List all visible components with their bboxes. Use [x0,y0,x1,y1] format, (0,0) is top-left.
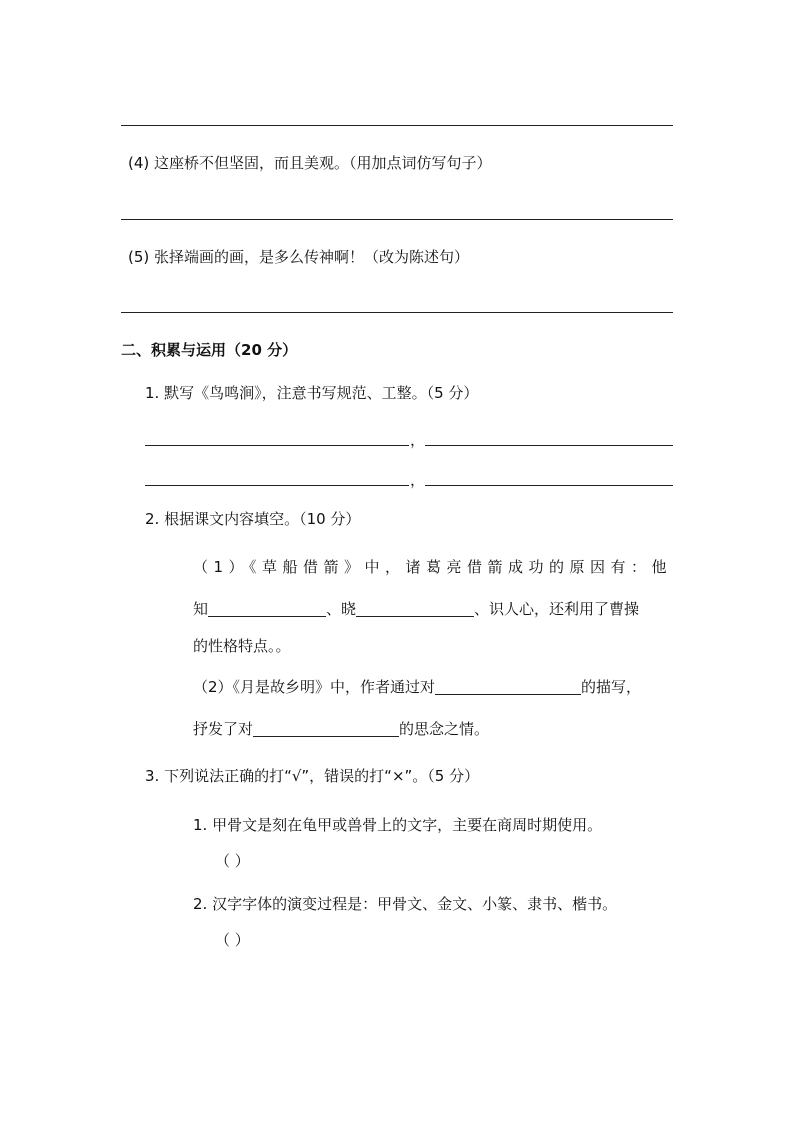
question-3: 3. 下列说法正确的打“√”，错误的打“×”。（5 分） [145,767,480,785]
poem-line-blank[interactable] [425,485,673,486]
fill-blank[interactable] [356,600,474,617]
answer-line[interactable] [121,219,673,220]
text: 的思念之情。 [399,720,490,738]
section-heading: 二、积累与运用（20 分） [121,341,298,359]
fill-blank[interactable] [253,720,399,737]
q2-sub2-line1 [193,677,641,697]
poem-line-blank[interactable] [145,485,409,486]
q2-sub1-line1: （1）《草船借箭》中，诸葛亮借箭成功的原因有：他 [193,558,673,576]
comma: ， [410,431,426,449]
answer-line[interactable] [121,125,673,126]
question-5: (5) 张择端画的画，是多么传神啊！（改为陈述句） [128,248,470,266]
q3-item-1: 1. 甲骨文是刻在龟甲或兽骨上的文字，主要在商周时期使用。 [193,816,603,834]
text-xiao: 、晓 [326,600,357,618]
text-tail: 、识人心，还利用了曹操 [474,600,640,618]
answer-paren[interactable]: （ ） [215,931,250,949]
text-zhi: 知 [193,600,209,618]
question-4: (4) 这座桥不但坚固，而且美观。（用加点词仿写句子） [128,154,492,172]
fill-blank[interactable] [435,678,581,695]
q2-sub1-line3: 的性格特点。。 [193,637,291,655]
text: （2）《月是故乡明》中，作者通过对 [193,678,436,696]
answer-paren[interactable]: （ ） [215,852,250,870]
text: 的描写， [581,678,642,696]
q2-sub2-line2 [193,719,489,739]
q3-item-2: 2. 汉字字体的演变过程是：甲骨文、金文、小篆、隶书、楷书。 [193,895,618,913]
fill-blank[interactable] [208,600,326,617]
question-2: 2. 根据课文内容填空。（10 分） [145,510,361,528]
q2-sub1-line2 [193,599,639,619]
comma: ， [410,471,426,489]
text: 抒发了对 [193,720,254,738]
poem-line-blank[interactable] [145,445,409,446]
question-1: 1. 默写《鸟鸣涧》，注意书写规范、工整。（5 分） [145,384,479,402]
poem-line-blank[interactable] [425,445,673,446]
answer-line[interactable] [121,312,673,313]
